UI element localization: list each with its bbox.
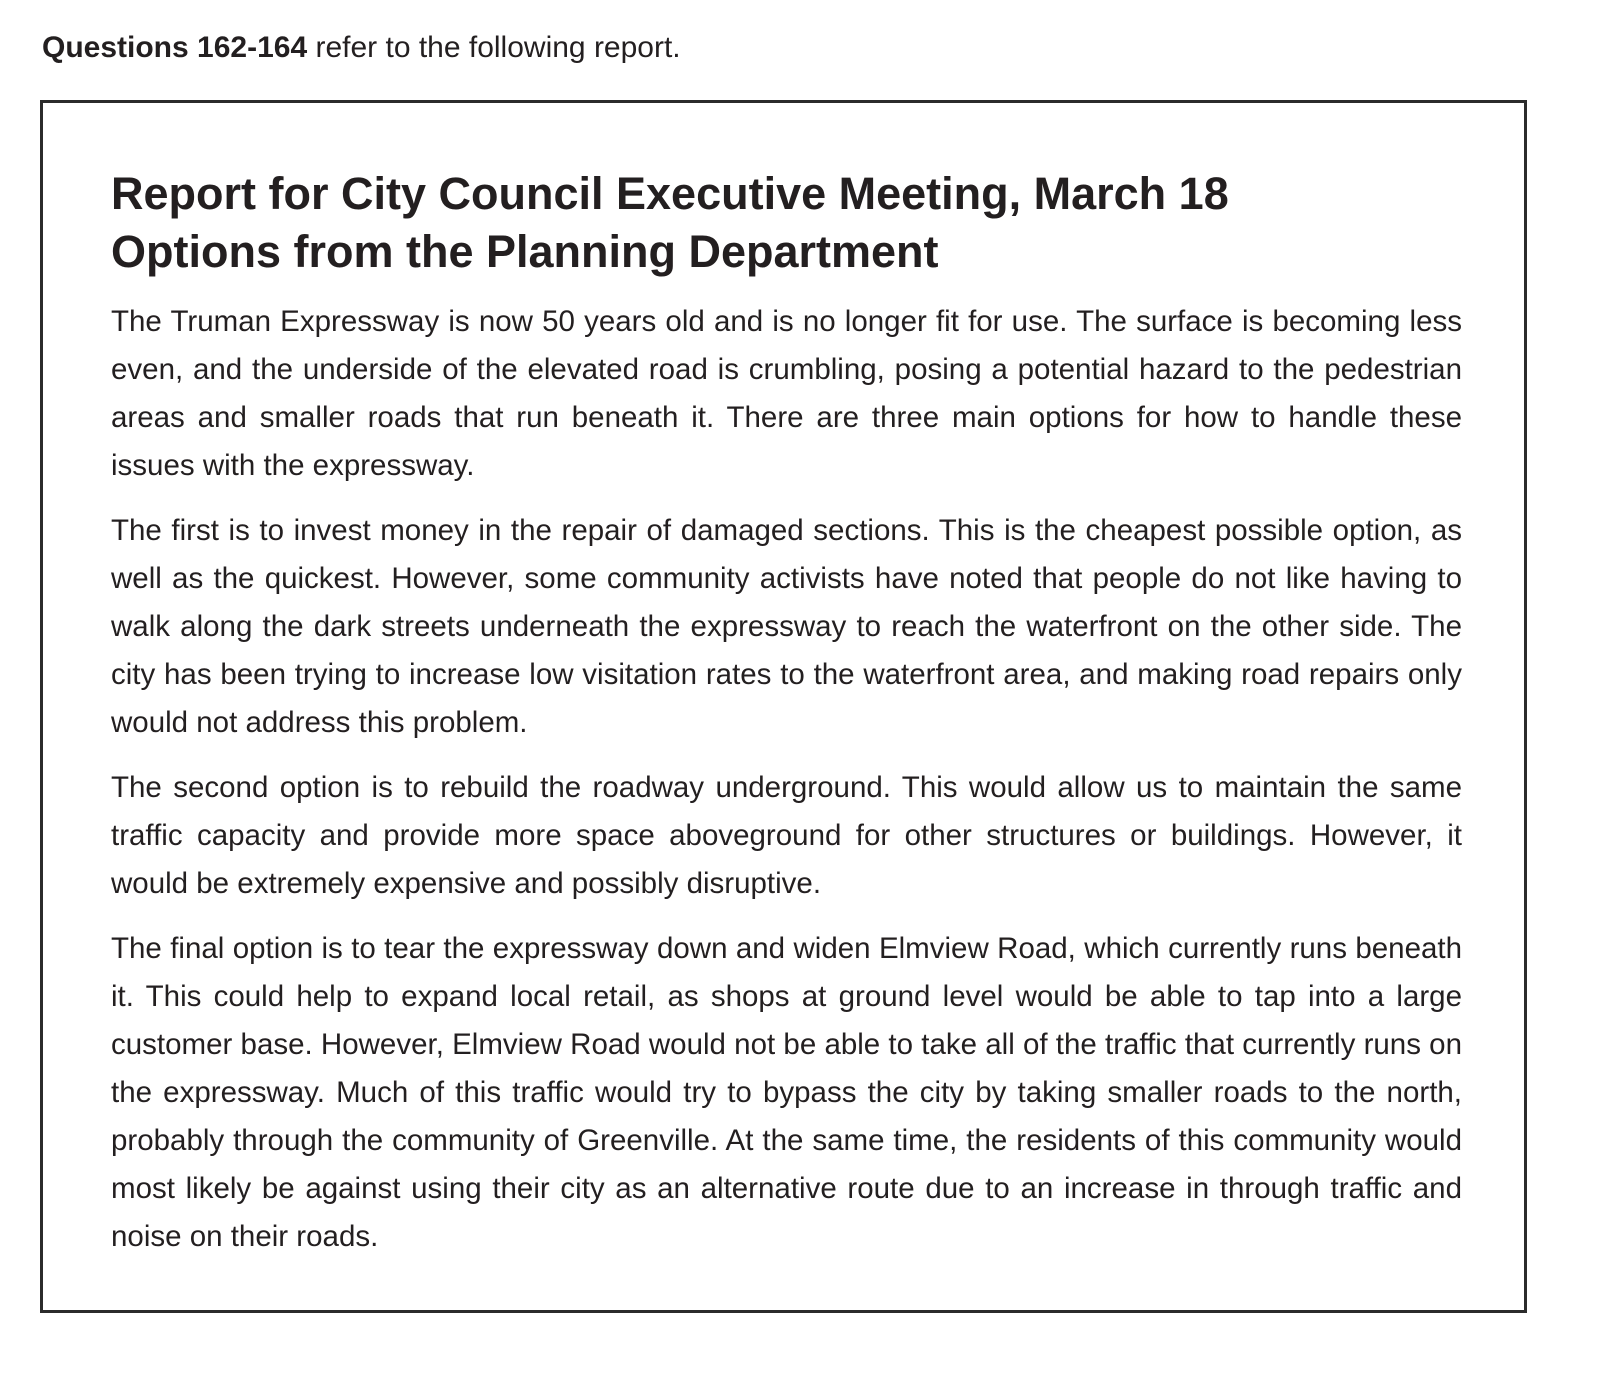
question-intro: [42, 28, 681, 68]
question-intro-text: refer to the following report.: [307, 31, 681, 64]
report-paragraph-4: The final option is to tear the expressway down and widen Elmview Road, which currently runs beneath it. This could help to expand local retail, as shops at ground level would be able to tap into a large customer base. However, Elmview Road would not be able to take all of the traffic that currently runs on the expressway. Much of this traffic would try to bypass the city by taking smaller roads to the north, probably through the community of Greenville. At the same time, the residents of this community would most likely be against using their city as an alternative route due to an increase in through traffic and noise on their roads.: [111, 932, 1462, 1253]
report-title-line-2: Options from the Planning Department: [111, 226, 939, 277]
report-paragraph-3: The second option is to rebuild the roadway underground. This would allow us to maintain the same traffic capacity and provide more space aboveground for other structures or buildings. However, it would be extremely expensive and possibly disruptive.: [111, 771, 1462, 900]
report-box: [40, 100, 1527, 1313]
report-paragraph-1: The Truman Expressway is now 50 years old and is no longer fit for use. The surface is becoming less even, and the underside of the elevated road is crumbling, posing a potential hazard to the pedestrian areas and smaller roads that run beneath it. There are three main options for how to handle these issues with the expressway.: [111, 305, 1462, 482]
report-title: [111, 165, 1229, 281]
report-title-line-1: Report for City Council Executive Meeting, March 18: [111, 168, 1229, 219]
report-paragraph-2: The first is to invest money in the repair of damaged sections. This is the cheapest possible option, as well as the quickest. However, some community activists have noted that people do not like having to walk along the dark streets underneath the expressway to reach the waterfront on the other side. The city has been trying to increase low visitation rates to the waterfront area, and making road repairs only would not address this problem.: [111, 514, 1462, 739]
question-range: Questions 162-164: [42, 31, 308, 64]
